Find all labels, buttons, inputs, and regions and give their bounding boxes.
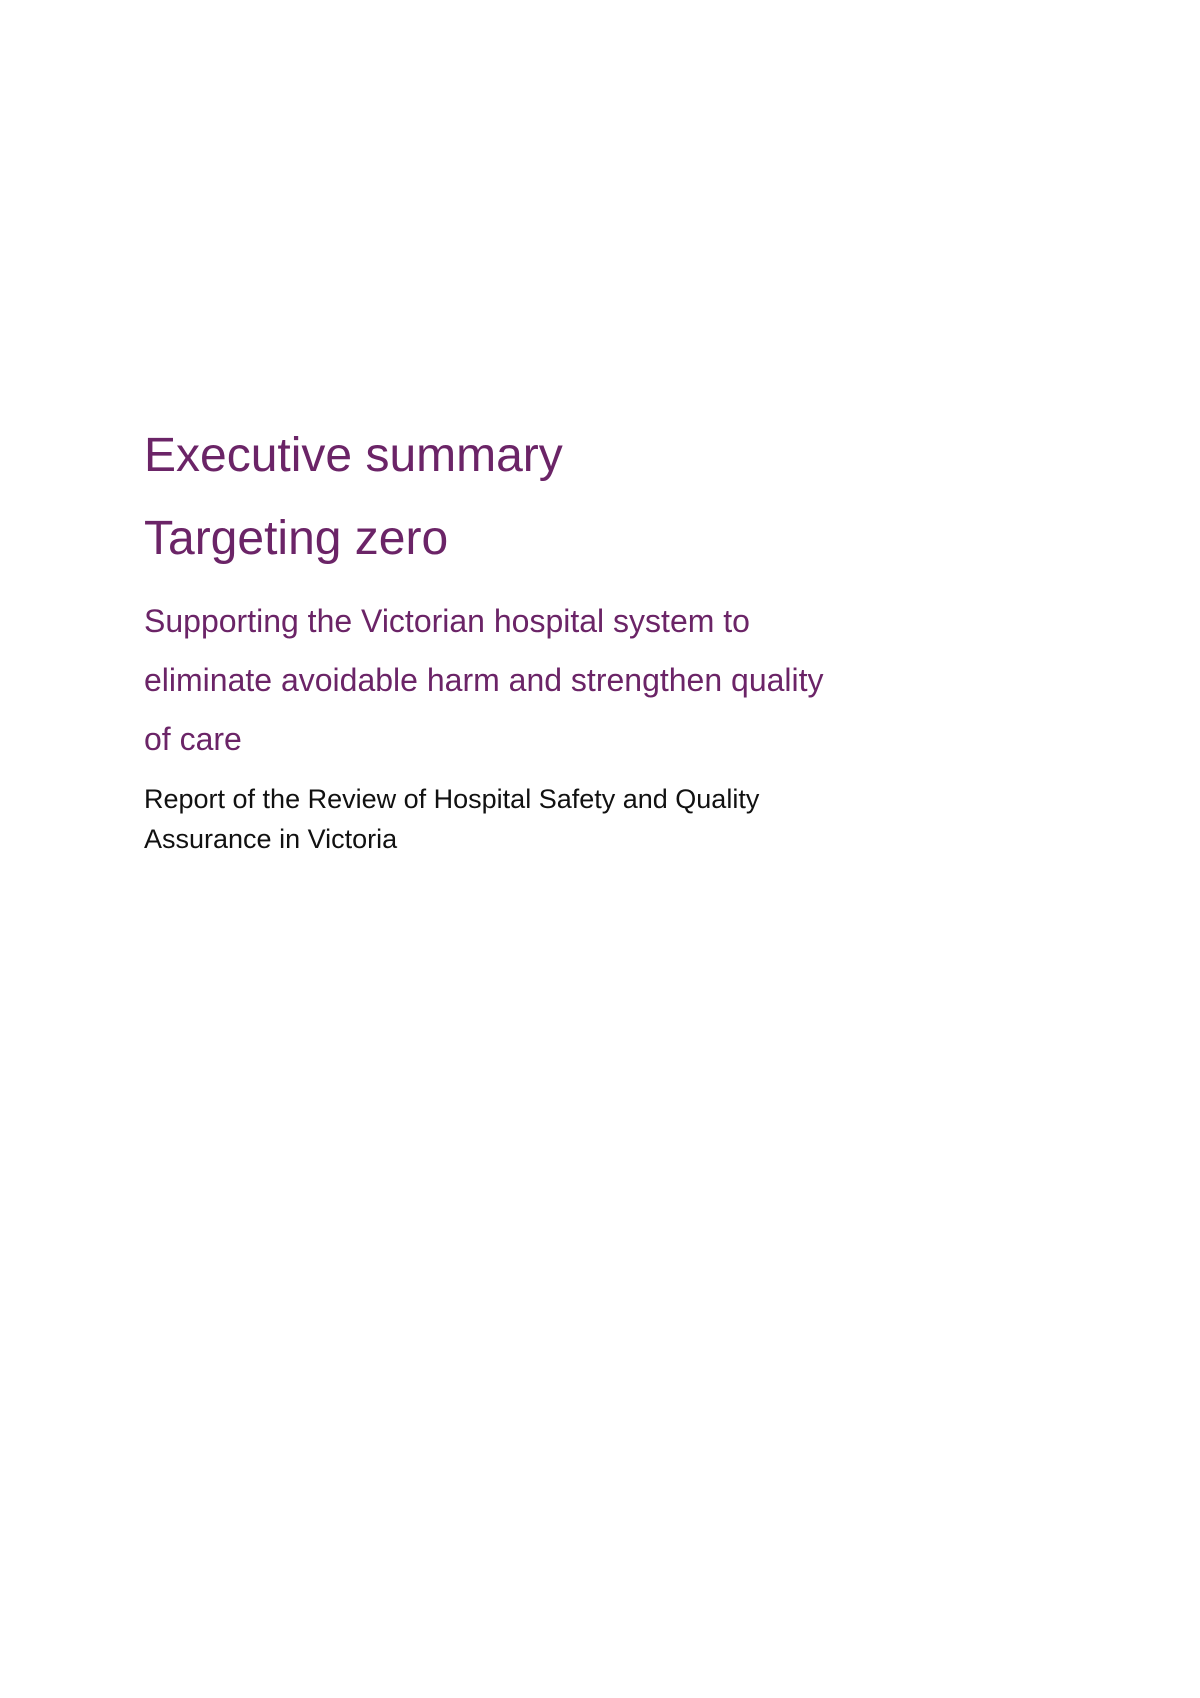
tagline-line: Supporting the Victorian hospital system to: [144, 603, 750, 639]
document-subtitle-heading: Targeting zero: [144, 512, 449, 565]
report-line: Report of the Review of Hospital Safety and Quality: [144, 784, 760, 814]
report-line: Assurance in Victoria: [144, 824, 398, 854]
tagline-line: of care: [144, 721, 242, 757]
document-title: Executive summary: [144, 429, 563, 482]
document-tagline: [144, 592, 944, 769]
cover-title-block: [144, 428, 944, 859]
tagline-line: eliminate avoidable harm and strengthen quality: [144, 662, 824, 698]
report-description: [144, 779, 944, 859]
